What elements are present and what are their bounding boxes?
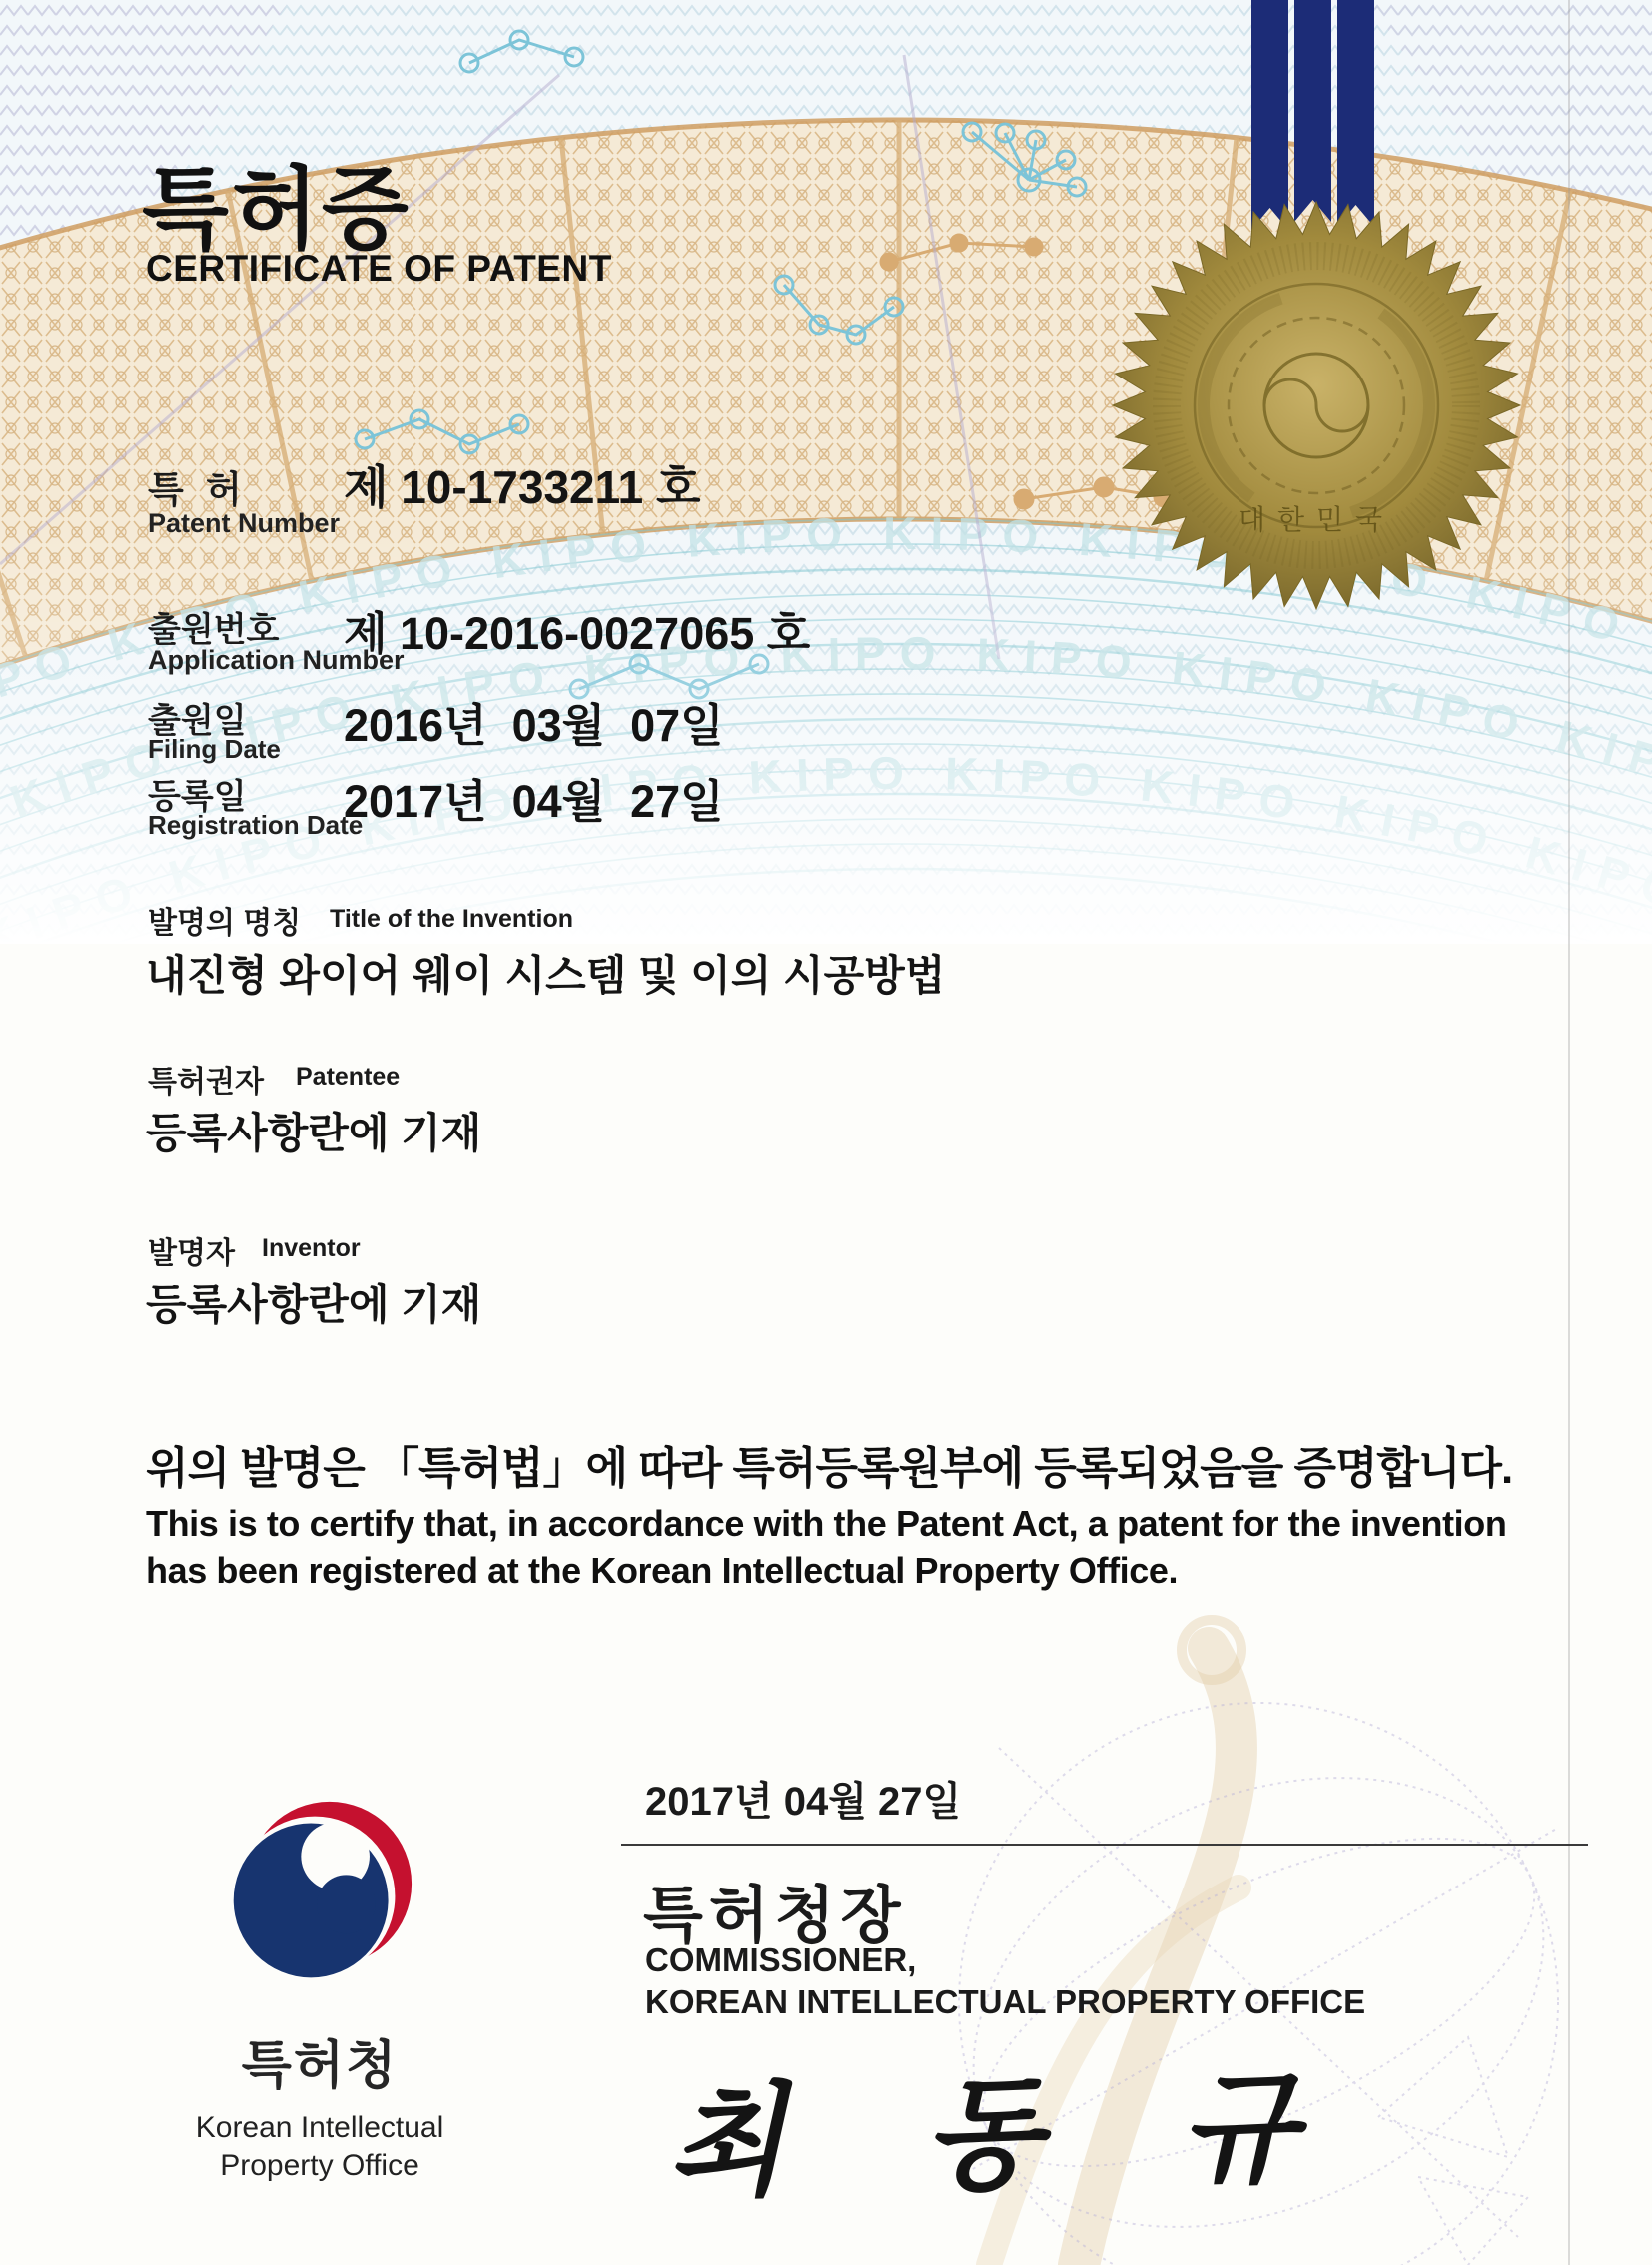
invention-title-label-ko: 발명의 명칭 [148, 907, 302, 940]
agency-name-ko: 특허청 [241, 2037, 399, 2095]
application-number-value: 제 10-2016-0027065 호 [344, 608, 811, 659]
patent-number-label-ko: 특 허 [148, 469, 248, 510]
statement-ko: 위의 발명은 「특허법」에 따라 특허등록원부에 등록되었음을 증명합니다. [146, 1444, 1513, 1493]
patent-number-value: 제 10-1733211 호 [344, 461, 701, 513]
application-number-label-en: Application Number [148, 645, 405, 675]
seal-country-text: 대한민국 [1238, 504, 1395, 535]
issuer-en-line2: KOREAN INTELLECTUAL PROPERTY OFFICE [645, 1983, 1366, 2020]
registration-date-label-ko: 등록일 [148, 778, 247, 816]
patentee-label-en: Patentee [296, 1063, 401, 1091]
inventor-label-ko: 발명자 [148, 1237, 235, 1270]
patentee-value: 등록사항란에 기재 [146, 1110, 482, 1156]
kipo-logo [220, 1798, 415, 1993]
certificate-title-ko: 특허증 [142, 160, 412, 260]
issuer-title-ko: 특허청장 [643, 1882, 907, 1950]
registration-date-value: 2017년 04월 27일 [344, 776, 724, 827]
issue-date: 2017년 04월 27일 [645, 1780, 962, 1824]
filing-date-label-en: Filing Date [148, 734, 281, 764]
filing-date-value: 2016년 03월 07일 [344, 700, 724, 751]
invention-title-value: 내진형 와이어 웨이 시스템 및 이의 시공방법 [146, 952, 946, 999]
patent-number-label-en: Patent Number [148, 508, 341, 538]
issuer-en-line1: COMMISSIONER, [645, 1941, 917, 1978]
agency-name-en-line1: Korean Intellectual [195, 2111, 444, 2144]
agency-name-en-line2: Property Office [220, 2149, 419, 2182]
certificate-title-en: CERTIFICATE OF PATENT [146, 248, 612, 289]
logo-blue-comma [317, 1875, 376, 1933]
signature-divider [621, 1844, 1588, 1846]
patentee-label-ko: 특허권자 [148, 1066, 264, 1099]
commissioner-signature: 최 동 규 [665, 2053, 1347, 2215]
statement-en-line1: This is to certify that, in accordance with the Patent Act, a patent for the invention [146, 1503, 1507, 1544]
filing-date-label-ko: 출원일 [148, 702, 247, 740]
invention-title-label-en: Title of the Invention [330, 905, 573, 933]
inventor-label-en: Inventor [262, 1234, 361, 1262]
application-number-label-ko: 출원번호 [148, 611, 280, 649]
statement-en-line2: has been registered at the Korean Intellectual Property Office. [146, 1550, 1179, 1591]
registration-date-label-en: Registration Date [148, 810, 364, 840]
inventor-value: 등록사항란에 기재 [146, 1281, 482, 1328]
